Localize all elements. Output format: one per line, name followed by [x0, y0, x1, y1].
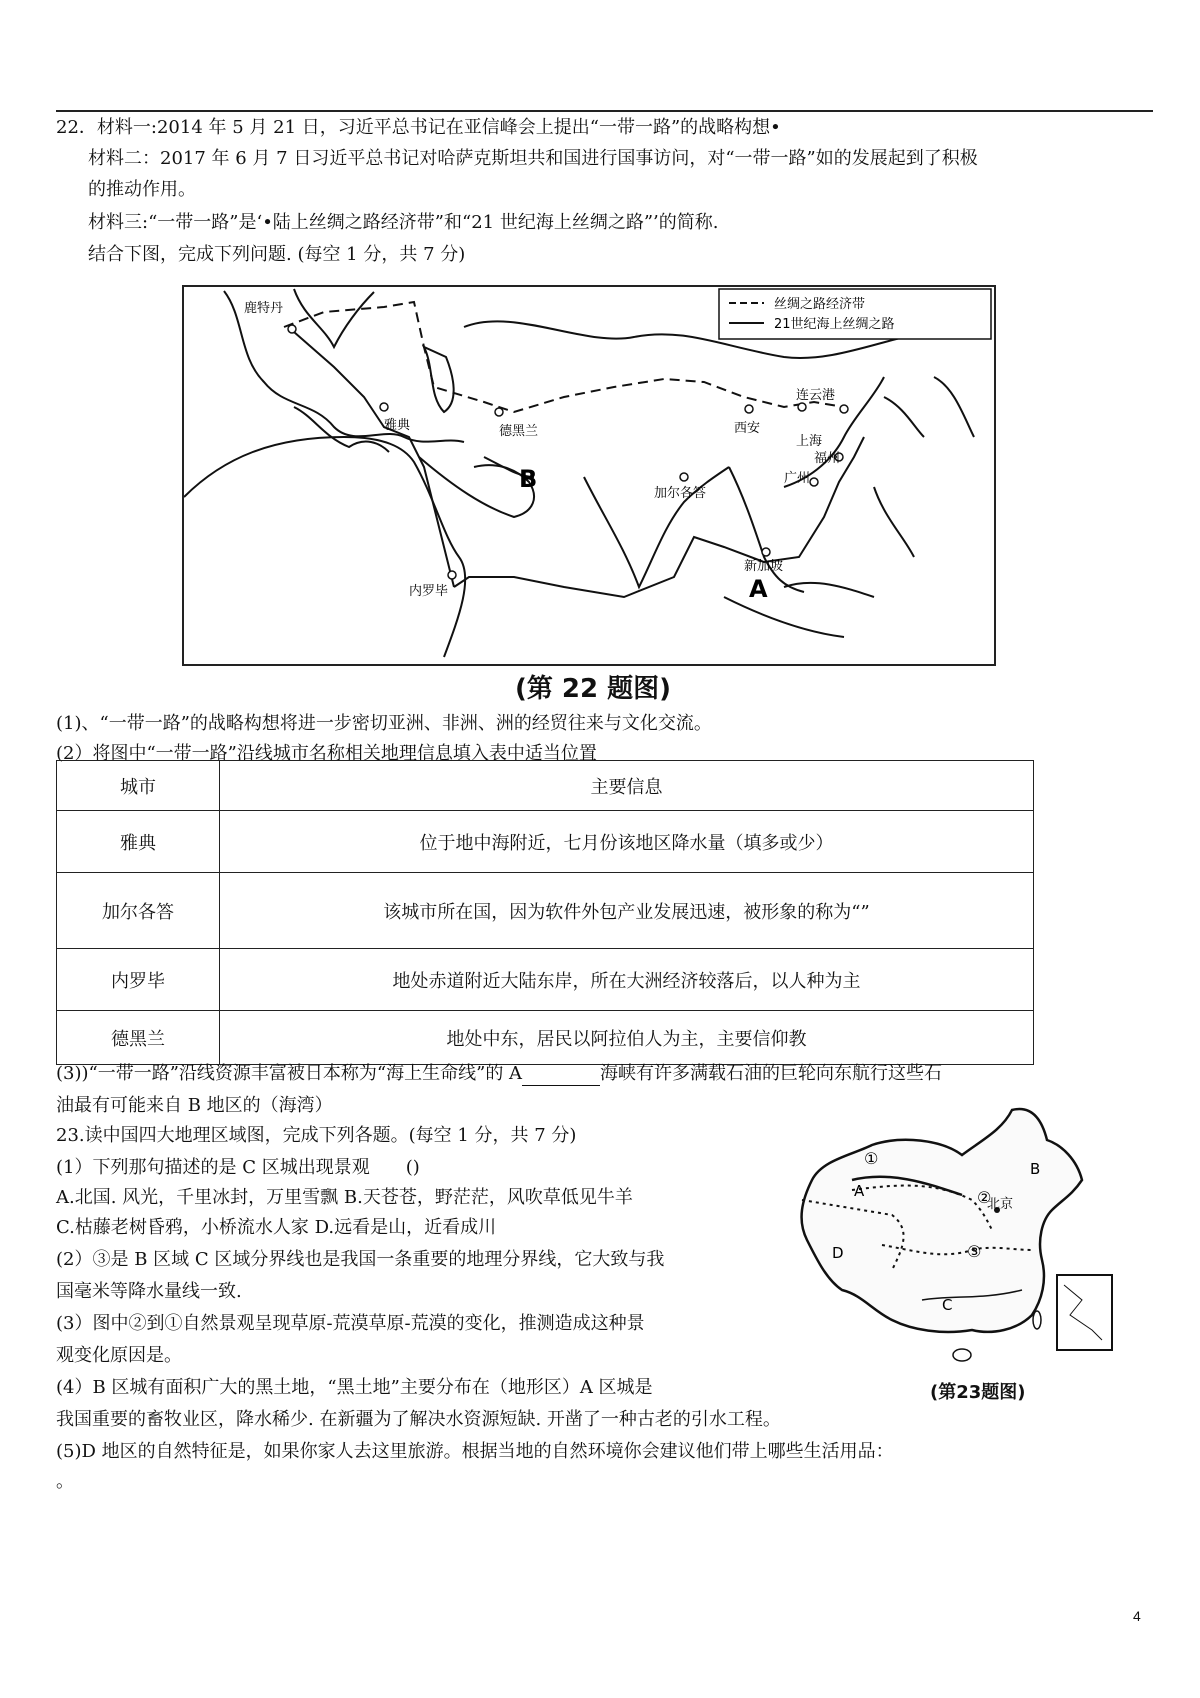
q23-sub3: (3）图中②到①自然景观呈现草原-荒漠草原-荒漠的变化，推测造成这种景	[56, 1313, 645, 1334]
table-header-info: 主要信息	[220, 761, 1034, 811]
label-rotterdam: 鹿特丹	[244, 301, 284, 316]
q22-material-2: 材料二：2017 年 6 月 7 日习近平总书记对哈萨克斯坦共和国进行国事访问，对“一带一路”如的发展起到了积极	[88, 148, 978, 169]
q22-material-3: 材料三:“一带一路”是‘•陆上丝绸之路经济带”和“21 世纪海上丝绸之路”’的简称.	[88, 212, 719, 233]
label-beijing: 北京	[987, 1197, 1014, 1212]
africa-coast	[184, 437, 465, 657]
korea-japan	[884, 377, 974, 437]
q22-material-1: 22．材料一:2014 年 5 月 21 日，习近平总书记在亚信峰会上提出“一带一路”的战略构想•	[56, 117, 781, 138]
page-number: 4	[1133, 1608, 1141, 1624]
legend-land-label: 丝绸之路经济带	[774, 297, 866, 312]
philippines	[874, 487, 914, 557]
table-cell-city: 内罗毕	[57, 949, 220, 1011]
label-guangzhou: 广州	[784, 471, 811, 486]
q23-sub4-cont: 我国重要的畜牧业区，降水稀少. 在新疆为了解决水资源短缺. 开凿了一种古老的引水工程。	[56, 1409, 781, 1430]
q23-options-cd: C.枯藤老树昏鸦，小桥流水人家 D.远看是山，近看成川	[56, 1217, 497, 1238]
table-header-city: 城市	[57, 761, 220, 811]
label-xian: 西安	[734, 421, 761, 436]
table-row	[57, 873, 1034, 949]
china-regions-map	[792, 1100, 1122, 1380]
region-b-label: B	[1030, 1160, 1041, 1178]
table-cell-info: 地处赤道附近大陆东岸，所在大洲经济较落后，以人种为主	[220, 949, 1034, 1011]
label-lianyungang: 连云港	[796, 388, 836, 403]
label-region-b: B	[519, 465, 538, 493]
label-fuzhou: 福州	[814, 451, 841, 466]
label-strait-a: A	[749, 575, 768, 603]
q23-sub2: (2）③是 B 区域 C 区域分界线也是我国一条重要的地理分界线，它大致与我	[56, 1249, 665, 1270]
table-cell-info: 该城市所在国，因为软件外包产业发展迅速，被形象的称为“”	[220, 873, 1034, 949]
region-d-label: D	[832, 1244, 844, 1262]
q22-sub1: (1)、“一带一路”的战略构想将进一步密切亚洲、非洲、洲的经贸往来与文化交流。	[56, 713, 712, 734]
q22-sub3	[56, 1062, 942, 1086]
india	[584, 467, 729, 587]
marker-2: ②	[977, 1188, 992, 1207]
silk-road-map	[182, 285, 996, 666]
label-nairobi: 内罗毕	[409, 584, 449, 599]
label-kolkata: 加尔各答	[654, 486, 707, 501]
region-a-label: A	[854, 1182, 865, 1200]
table-cell-city: 加尔各答	[57, 873, 220, 949]
legend-sea-label: 21世纪海上丝绸之路	[774, 317, 895, 332]
table-cell-info: 位于地中海附近，七月份该地区降水量（填多或少）	[220, 811, 1034, 873]
q23-map-caption: (第23题图)	[930, 1382, 1026, 1403]
q22-instructions: 结合下图，完成下列问题. (每空 1 分，共 7 分)	[88, 244, 466, 265]
q22-map-caption: (第 22 题图)	[515, 674, 672, 704]
top-rule	[56, 110, 1153, 112]
table-cell-city: 德黑兰	[57, 1011, 220, 1065]
marker-3: ③	[967, 1242, 982, 1261]
q23-title: 23.读中国四大地理区域图，完成下列各题。(每空 1 分，共 7 分)	[56, 1125, 577, 1146]
q22-sub3-text-a: (3))“一带一路”沿线资源丰富被日本称为“海上生命线”的 A	[56, 1063, 523, 1084]
q23-sub1: (1）下列那句描述的是 C 区城出现景观 ()	[56, 1157, 420, 1178]
label-athens: 雅典	[384, 418, 411, 433]
q23-options-ab: A.北国. 风光，千里冰封，万里雪飘 B.天苍苍，野茫茫，风吹草低见牛羊	[56, 1187, 633, 1208]
q23-sub5: (5)D 地区的自然特征是，如果你家人去这里旅游。根据当地的自然环境你会建议他们带上哪些生活用品：	[56, 1441, 894, 1462]
china-regions-map-svg	[792, 1100, 1122, 1380]
table-row	[57, 949, 1034, 1011]
table-cell-city: 雅典	[57, 811, 220, 873]
label-singapore: 新加坡	[744, 559, 784, 574]
table-cell-info: 地处中东，居民以阿拉伯人为主，主要信仰教	[220, 1011, 1034, 1065]
q22-sub2: (2）将图中“一带一路”沿线城市名称相关地理信息填入表中适当位置	[56, 743, 597, 764]
q23-sub3-cont: 观变化原因是。	[56, 1345, 182, 1366]
q22-sub3-cont: 油最有可能来自 B 地区的（海湾）	[56, 1095, 333, 1116]
label-tehran: 德黑兰	[499, 424, 539, 439]
marker-1: ①	[864, 1149, 879, 1168]
label-shanghai: 上海	[796, 434, 823, 449]
q22-material-2-cont: 的推动作用。	[88, 179, 196, 200]
table-row	[57, 811, 1034, 873]
table-row	[57, 1011, 1034, 1065]
q23-sub2-cont: 国毫米等降水量线一致.	[56, 1281, 242, 1302]
q23-sub4: (4）B 区城有面积广大的黑土地，“黑土地”主要分布在（地形区）A 区城是	[56, 1377, 653, 1398]
caspian	[424, 347, 454, 412]
region-c-label: C	[942, 1296, 953, 1314]
q22-sub3-text-b: 海峡有许多满载石油的巨轮向东航行这些石	[600, 1063, 943, 1084]
q23-sub5-end: 。	[56, 1471, 74, 1492]
answer-blank	[522, 1067, 600, 1086]
table-header-row	[57, 761, 1034, 811]
city-info-table	[56, 760, 1034, 1065]
silk-road-map-svg	[184, 287, 994, 664]
